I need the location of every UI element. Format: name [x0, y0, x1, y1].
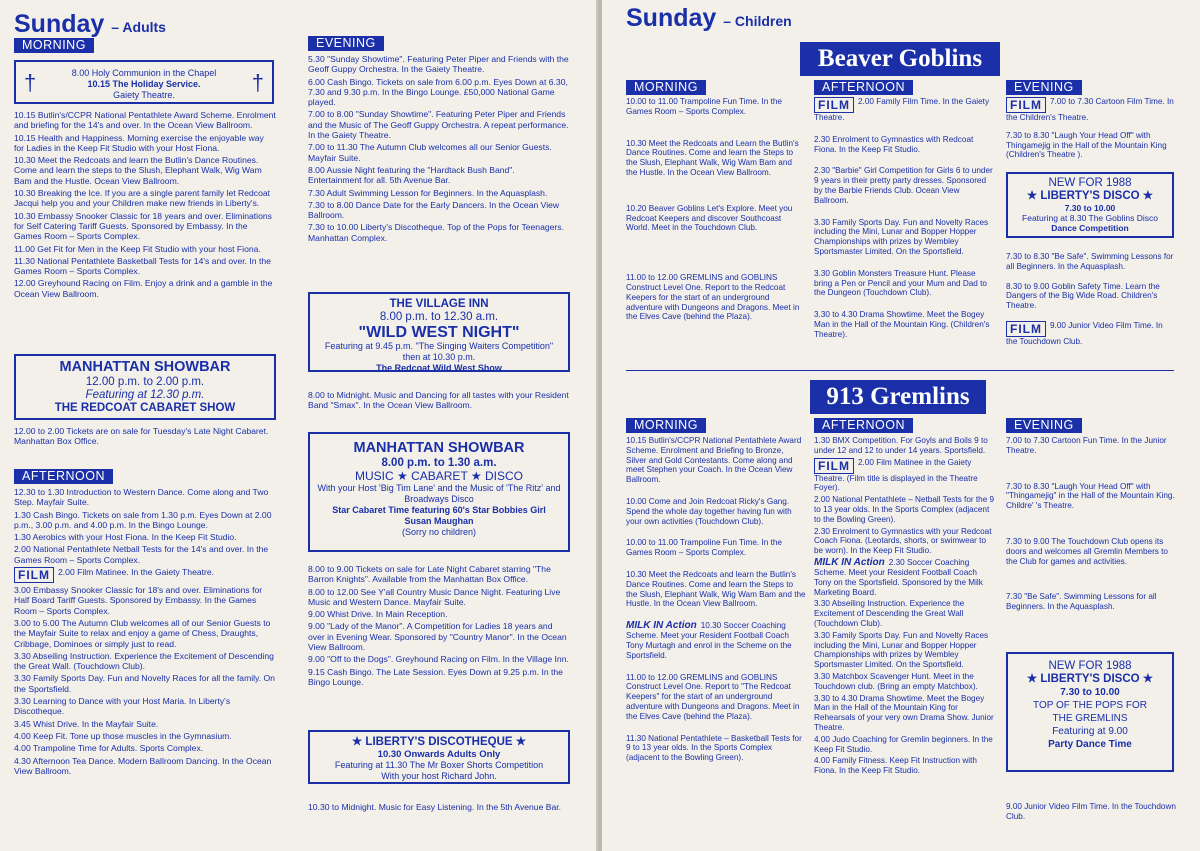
cross-icon: † — [251, 70, 264, 95]
list-item: 2.00 National Pentathlete – Netball Tests for the 9 to 13 year olds. In the Sports Complex (adjacent to the Bowling Green). — [814, 495, 995, 524]
section-divider — [626, 370, 1174, 371]
gremlins-banner: 913 Gremlins — [810, 380, 986, 414]
list-item: 2.30 Enrolment to Gymnastics with your Redcoat Coach Fiona. (Leotards, shorts, or swimwear to be worn). In the Keep Fit Studio. — [814, 526, 992, 556]
gremlins-evening — [1006, 436, 1176, 614]
list-item: 3.30 Family Sports Day. Fun and Novelty Races including the Mini, Lunar and Bopper Hopper Championships with prizes by Wembley Sportsmaster Limited. On the Sportsfield. — [814, 630, 989, 670]
list-item: 5.30 "Sunday Showtime". Featuring Peter Piper and Friends with the Geoff Guppy Orchestra. In the Gaiety Theatre. — [308, 54, 569, 75]
midnight-note: 8.00 to Midnight. Music and Dancing for all tastes with your Resident Band "Smax". In the Ocean View Ballroom. — [308, 390, 569, 411]
new-line: Featuring at 9.00 — [1052, 726, 1128, 737]
evening-header: EVENING — [308, 36, 384, 51]
new-time: 7.30 to 10.00 — [1064, 203, 1116, 213]
list-item: 7.00 to 7.30 Cartoon Fun Time. In the Junior Theatre. — [1006, 436, 1167, 455]
adults-page — [0, 0, 598, 851]
list-item: 7.00 to 8.00 "Sunday Showtime". Featuring Peter Piper and Friends and the Music of The Geoff Guppy Orchestra. A repeat performance. In the Gaiety Theatre. — [308, 109, 569, 141]
showbar-sub: MUSIC ★ CABARET ★ DISCO — [355, 469, 523, 483]
list-item: 3.30 Family Sports Day. Fun and Novelty Races for all the family. On the Sportsfield. — [14, 673, 275, 694]
list-item: 3.30 to 4.30 Drama Showtime. Meet the Bogey Man in the Hall of the Mountain King. (Children's Theatre). — [814, 310, 990, 339]
showbar-line: Susan Maughan — [404, 516, 474, 526]
manhattan-showbar-box — [14, 354, 276, 420]
morning-header: MORNING — [626, 418, 706, 433]
list-item: 2.00 National Pentathlete Netball Tests for the 14's and over. In the Games Room – Sports Complex. — [14, 544, 269, 565]
new-line: THE GREMLINS — [1052, 713, 1128, 724]
disco-line: With your host Richard John. — [381, 771, 497, 781]
children-page — [602, 0, 1200, 851]
list-item: 8.00 to 9.00 Tickets on sale for Late Night Cabaret starring "The Barron Knights". Available from the Manhattan Box Office. — [308, 564, 551, 585]
list-item: 4.00 Keep Fit. Tone up those muscles in the Gymnasium. — [14, 730, 232, 741]
new-line: Featuring at 8.30 The Goblins Disco — [1022, 213, 1158, 223]
libertys-discotheque-box — [308, 730, 570, 784]
morning-header: MORNING — [14, 38, 94, 53]
film-text: 2.00 Film Matinee in the Gaiety Theatre. (Film title is displayed in the Theatre Foyer). — [814, 457, 978, 493]
milk-in-action-icon: MILK IN Action — [814, 556, 885, 568]
list-item: 7.30 to 9.00 The Touchdown Club opens its doors and welcomes all Gremlin Members to the Club for games and activities. — [1006, 536, 1168, 566]
list-item: 10.00 to 11.00 Trampoline Fun Time. In the Games Room – Sports Complex. — [626, 538, 782, 558]
list-item: 7.30 to 8.30 "Laugh Your Head Off" with Thingamejig in the Hall of the Mountain King (Children's Theatre ). — [1006, 130, 1167, 160]
list-item: 6.00 Cash Bingo. Tickets on sale from 6.00 p.m. Eyes Down at 6.30, 7.30 and 9.30 p.m. In the Bingo Lounge. £50,000 National Game played. — [308, 76, 568, 108]
list-item: 11.00 to 12.00 GREMLINS and GOBLINS Construct Level One. Report to the Redcoat Keepers for the start of an underground adventure with Dungeons and Dragons. Meet in the Elves Cave (behind the Plaza). — [626, 273, 800, 322]
new-title: NEW FOR 1988 — [1048, 177, 1132, 189]
beaver-evening — [1006, 97, 1176, 162]
list-item: 2.30 "Barbie" Girl Competition for Girls 6 to under 9 years in their pretty party dresses. Sponsored by the Barbie Friends Club. Ocean View Ballroom. — [814, 166, 993, 205]
list-item: 10.15 Health and Happiness. Morning exercise the enjoyable way for Ladies in the Keep Fit Studio with your Host Fiona. — [14, 132, 264, 153]
inn-show: "WILD WEST NIGHT" — [358, 324, 520, 341]
easy-listening-note: 10.30 to Midnight. Music for Easy Listening. In the 5th Avenue Bar. — [308, 802, 562, 812]
list-item: 11.00 to 12.00 GREMLINS and GOBLINS Construct Level One. Report to "The Redcoat Keepers" for the start of an underground adventure with Dungeons and Dragons. Meet in the Elves Cave (behind the Plaza). — [626, 672, 800, 721]
film-item — [14, 567, 276, 583]
new-sub: ★ LIBERTY'S DISCO ★ — [1026, 190, 1154, 202]
new-for-1988-box — [1006, 172, 1174, 238]
showbar-line: Star Cabaret Time featuring 60's Star Bobbies Girl — [332, 505, 546, 515]
new-line: Dance Competition — [1051, 223, 1129, 233]
new-sub: ★ LIBERTY'S DISCO ★ — [1026, 673, 1154, 685]
gremlins-morning — [626, 436, 806, 765]
list-item: 3.30 Abseiling Instruction. Experience the Excitement of Descending the Great Wall. (Touchdown Club). — [14, 650, 274, 672]
list-item: 7.30 to 10.00 Liberty's Discotheque. Top of the Pops for Teenagers. Manhattan Complex. — [308, 222, 564, 243]
beaver-evening-b — [1006, 252, 1176, 349]
film-text: 9.00 Junior Video Film Time. In the Touchdown Club. — [1006, 320, 1163, 346]
film-logo-icon: FILM — [1006, 321, 1046, 337]
list-item: 9.00 Whist Drive. In Main Reception. — [308, 609, 448, 620]
list-item: 7.30 to 8.00 Dance Date for the Early Dancers. In the Ocean View Ballroom. — [308, 199, 560, 221]
inn-time: 8.00 p.m. to 12.30 a.m. — [379, 311, 499, 323]
list-item: 7.00 to 11.30 The Autumn Club welcomes all our Senior Guests. Mayfair Suite. — [308, 142, 552, 163]
chapel-box — [14, 60, 274, 104]
milk-text: 10.30 Soccer Coaching Scheme. Meet your Resident Football Coach Tony Murtagh and enrol in the Scheme on the Sportsfield. — [626, 621, 792, 660]
list-item: 10.00 to 11.00 Trampoline Fun Time. In the Games Room – Sports Complex. — [626, 97, 782, 116]
milk-in-action-icon: MILK IN Action — [626, 620, 697, 632]
chapel-line: 8.00 Holy Communion in the Chapel — [71, 68, 217, 78]
evening-header: EVENING — [1006, 80, 1082, 95]
list-item: 10.30 Embassy Snooker Classic for 18 years and over. Eliminations for Self Catering Tariff Guests. Sponsored by Embassy. In the Games Room – Sports Complex. — [14, 210, 272, 242]
afternoon-header: AFTERNOON — [814, 80, 913, 95]
showbar-time: 8.00 p.m. to 1.30 a.m. — [381, 457, 497, 469]
list-item: 9.15 Cash Bingo. The Late Session. Eyes Down at 9.25 p.m. In the Bingo Lounge. — [308, 666, 563, 687]
chapel-line: 10.15 The Holiday Service. — [87, 79, 201, 89]
list-item: 4.00 Judo Coaching for Gremlin beginners. In the Keep Fit Studio. — [814, 734, 993, 754]
list-item: 9.00 "Off to the Dogs". Greyhound Racing on Film. In the Village Inn. — [308, 654, 569, 665]
list-item: 1.30 BMX Competition. For Goyls and Boils 9 to under 12 and 12 to under 14 years. Sportsfield. — [814, 436, 988, 455]
manhattan-showbar-evening-box — [308, 432, 570, 552]
list-item: 2.30 Enrolment to Gymnastics with Redcoat Fiona. In the Keep Fit Studio. — [814, 134, 974, 154]
list-item: 12.00 Greyhound Racing on Film. Enjoy a drink and a gamble in the Ocean View Ballroom. — [14, 278, 273, 299]
gremlins-evening-last: 9.00 Junior Video Film Time. In the Touchdown Club. — [1006, 802, 1176, 821]
list-item: 10.30 Meet the Redcoats and Learn the Butlin's Dance Routines. Come and learn the Steps to the Slush, Elephant Walk, Wig Wam Bam and the Hustle. In the Ocean View Ballroom. — [626, 138, 799, 177]
film-logo-icon: FILM — [1006, 97, 1046, 113]
list-item: 11.30 National Pentathlete – Basketball Tests for 9 to 13 year olds. In the Sports Complex (adjacent to the Bowling Green). — [626, 733, 802, 763]
morning-list — [14, 110, 276, 301]
list-item: 7.30 to 8.30 "Be Safe". Swimming Lessons for all Beginners. In the Aquasplash. — [1006, 252, 1174, 271]
film-text: 7.00 to 7.30 Cartoon Film Time. In the Children's Theatre. — [1006, 97, 1174, 122]
new-title: NEW FOR 1988 — [1048, 660, 1132, 672]
list-item: 3.30 Learning to Dance with your Host Maria. In Liberty's Discotheque. — [14, 696, 231, 717]
film-text: 2.00 Film Matinee. In the Gaiety Theatre. — [58, 567, 215, 578]
list-item: 4.00 Trampoline Time for Adults. Sports Complex. — [14, 743, 204, 754]
list-item: 1.30 Cash Bingo. Tickets on sale from 1.30 p.m. Eyes Down at 2.00 p.m., 3.00 p.m. and 4.00 p.m. In the Bingo Lounge. — [14, 509, 272, 530]
list-item: 10.15 Butlin's/CCPR National Pentathlete Award Scheme. Enrolment and Briefing to Bronze, Silver and Gold Contestants. Come along and meet Stephen your Coach. In the Ocean View Ballroom. — [626, 436, 802, 485]
disco-title: ★ LIBERTY'S DISCOTHEQUE ★ — [351, 736, 527, 748]
film-text: 2.00 Family Film Time. In the Gaiety Theatre. — [814, 97, 990, 122]
evening-header: EVENING — [1006, 418, 1082, 433]
tickets-note: 12.00 to 2.00 Tickets are on sale for Tuesday's Late Night Cabaret. Manhattan Box Office. — [14, 426, 269, 447]
list-item: 11.00 Get Fit for Men in the Keep Fit Studio with your host Fiona. — [14, 243, 261, 254]
list-item: 7.30 to 8.30 "Laugh Your Head Off" with "Thingamejig" in the Hall of the Mountain King. Childre' 's Theatre. — [1006, 481, 1175, 511]
showbar-line: (Sorry no children) — [401, 527, 477, 537]
showbar-show: THE REDCOAT CABARET SHOW — [54, 402, 236, 414]
showbar-feature: Featuring at 12.30 p.m. — [85, 389, 205, 401]
list-item: 3.30 Family Sports Day. Fun and Novelty Races including the Mini, Lunar and Bopper Hopper Championships with prizes by Wembley Sportsmaster Limited. On the Sportsfield. — [814, 217, 989, 256]
village-inn-box — [308, 292, 570, 372]
list-item: 10.20 Beaver Goblins Let's Explore. Meet you Redcoat Keepers and discover Southcoast World. Meet in the Touchdown Club. — [626, 203, 793, 233]
disco-line: Featuring at 11.30 The Mr Boxer Shorts Competition — [334, 760, 544, 770]
film-logo-icon: FILM — [14, 567, 54, 583]
evening-list — [308, 54, 570, 245]
disco-time: 10.30 Onwards Adults Only — [377, 749, 501, 760]
showbar-title: MANHATTAN SHOWBAR — [353, 440, 525, 456]
list-item: 3.00 Embassy Snooker Classic for 18's and over. Eliminations for Half Board Tariff Guests. Sponsored by Embassy. In the Games Room – Sports Complex. — [14, 585, 263, 616]
new-for-1988-box — [1006, 652, 1174, 772]
list-item: 4.00 Family Fitness. Keep Fit Instruction with Fiona. In the Keep Fit Studio. — [814, 756, 977, 776]
list-item: 11.30 National Pentathlete Basketball Tests for 14's and over. In the Games Room – Sports Complex. — [14, 255, 271, 277]
list-item: 10.15 Butlin's/CCPR National Pentathlete Award Scheme. Enrolment and briefing for the 14's and over. In the Ocean View Ballroom. — [14, 110, 276, 131]
list-item: 8.00 to 12.00 See Y'all Country Music Dance Night. Featuring Live Music and Western Dance. Mayfair Suite. — [308, 586, 561, 607]
list-item: 3.30 Abseiling Instruction. Experience the Excitement of Descending the Great Wall (Touchdown Club). — [814, 599, 965, 628]
list-item: 7.30 Adult Swimming Lesson for Beginners. In the Aquasplash. — [308, 187, 548, 198]
afternoon-header: AFTERNOON — [14, 469, 113, 484]
new-line: Party Dance Time — [1048, 739, 1132, 750]
list-item: 3.00 to 5.00 The Autumn Club welcomes all of our Senior Guests to the Mayfair Suite to relax and enjoy a game of Chess, Draughts, Cribbage, Dominoes or simply just to read. — [14, 617, 271, 649]
beaver-afternoon — [814, 97, 994, 342]
list-item: 12.30 to 1.30 Introduction to Western Dance. Come along and Two Step. Mayfair Suite. — [14, 487, 269, 508]
list-item: 8.00 Aussie Night featuring the "Hardtack Bush Band". Entertainment for all. 5th Avenue Bar. — [308, 164, 515, 186]
new-time: 7.30 to 10.00 — [1060, 687, 1120, 698]
milk-text: 2.30 Soccer Coaching Scheme. Meet your Resident Football Coach Tony on the Sportsfield. Sponsored by the Milk Marketing Board. — [814, 557, 983, 597]
list-item: 1.30 Aerobics with your Host Fiona. In the Keep Fit Studio. — [14, 532, 237, 543]
film-logo-icon: FILM — [814, 458, 854, 474]
gremlins-afternoon — [814, 436, 996, 778]
film-logo-icon: FILM — [814, 97, 854, 113]
inn-title: THE VILLAGE INN — [389, 298, 489, 310]
list-item: 10.30 Meet the Redcoats and learn the Butlin's Dance Routines. Come and learn the Steps to the Slush, Elephant Walk, Wig Wam Bam and the Hustle. In the Ocean View Ballroom. — [626, 569, 806, 609]
list-item: 3.30 to 4.30 Drama Showtime. Meet the Bogey Man in the Hall of the Mountain King for Rehearsals of your very own Drama Show. Junior Theatre. — [814, 693, 994, 732]
cross-icon: † — [24, 70, 37, 95]
list-item: 3.30 Matchbox Scavenger Hunt. Meet in the Touchdown club. (Bring an empty Matchbox). — [814, 671, 978, 691]
showbar-line: With your Host 'Big Tim Lane' and the Music of 'The Ritz' and Broadways Disco — [317, 483, 561, 504]
evening-list-b — [308, 564, 570, 689]
list-item: 10.30 Breaking the Ice. If you are a single parent family let Redcoat Jacqui help you and your Children make new friends in Liberty's. — [14, 188, 271, 209]
page-title: Sunday – Children — [626, 4, 792, 32]
afternoon-list — [14, 487, 276, 778]
page-title: Sunday – Adults — [14, 10, 166, 38]
list-item: 9.00 "Lady of the Manor". A Competition for Ladies 18 years and over in Evening Wear. Sponsored by "Country Manor". In the Ocean View Ballroom. — [308, 621, 567, 653]
list-item: 8.30 to 9.00 Goblin Safety Time. Learn the Dangers of the Big Wide Road. Children's Theatre. — [1006, 281, 1160, 311]
list-item: 4.30 Afternoon Tea Dance. Modern Ballroom Dancing. In the Ocean View Ballroom. — [14, 755, 272, 776]
morning-header: MORNING — [626, 80, 706, 95]
list-item: 7.30 "Be Safe". Swimming Lessons for all Beginners. In the Aquasplash. — [1006, 592, 1157, 612]
afternoon-header: AFTERNOON — [814, 418, 913, 433]
showbar-title: MANHATTAN SHOWBAR — [59, 359, 231, 375]
beaver-morning — [626, 97, 804, 324]
new-line: TOP OF THE POPS FOR — [1033, 700, 1147, 711]
chapel-line: Gaiety Theatre. — [113, 90, 175, 100]
inn-feature: Featuring at 9.45 p.m. "The Singing Waiters Competition" then at 10.30 p.m. — [324, 341, 554, 362]
inn-feature: The Redcoat Wild West Show — [376, 363, 502, 373]
list-item: 3.30 Goblin Monsters Treasure Hunt. Please bring a Pen or Pencil and your Mum and Dad to the Dungeon (Touchdown Club). — [814, 268, 987, 298]
list-item: 10.00 Come and Join Redcoat Ricky's Gang. Spend the whole day together having fun with your own activities (Touchdown Club). — [626, 496, 792, 526]
beaver-goblins-banner: Beaver Goblins — [800, 42, 1000, 76]
showbar-time: 12.00 p.m. to 2.00 p.m. — [85, 376, 205, 388]
list-item: 3.45 Whist Drive. In the Mayfair Suite. — [14, 718, 159, 729]
list-item: 10.30 Meet the Redcoats and learn the Butlin's Dance Routines. Come and learn the steps to the Slush, Elephant Walk, Wig Wam Bam and the Hustle. Ocean View Ballroom. — [14, 155, 262, 186]
